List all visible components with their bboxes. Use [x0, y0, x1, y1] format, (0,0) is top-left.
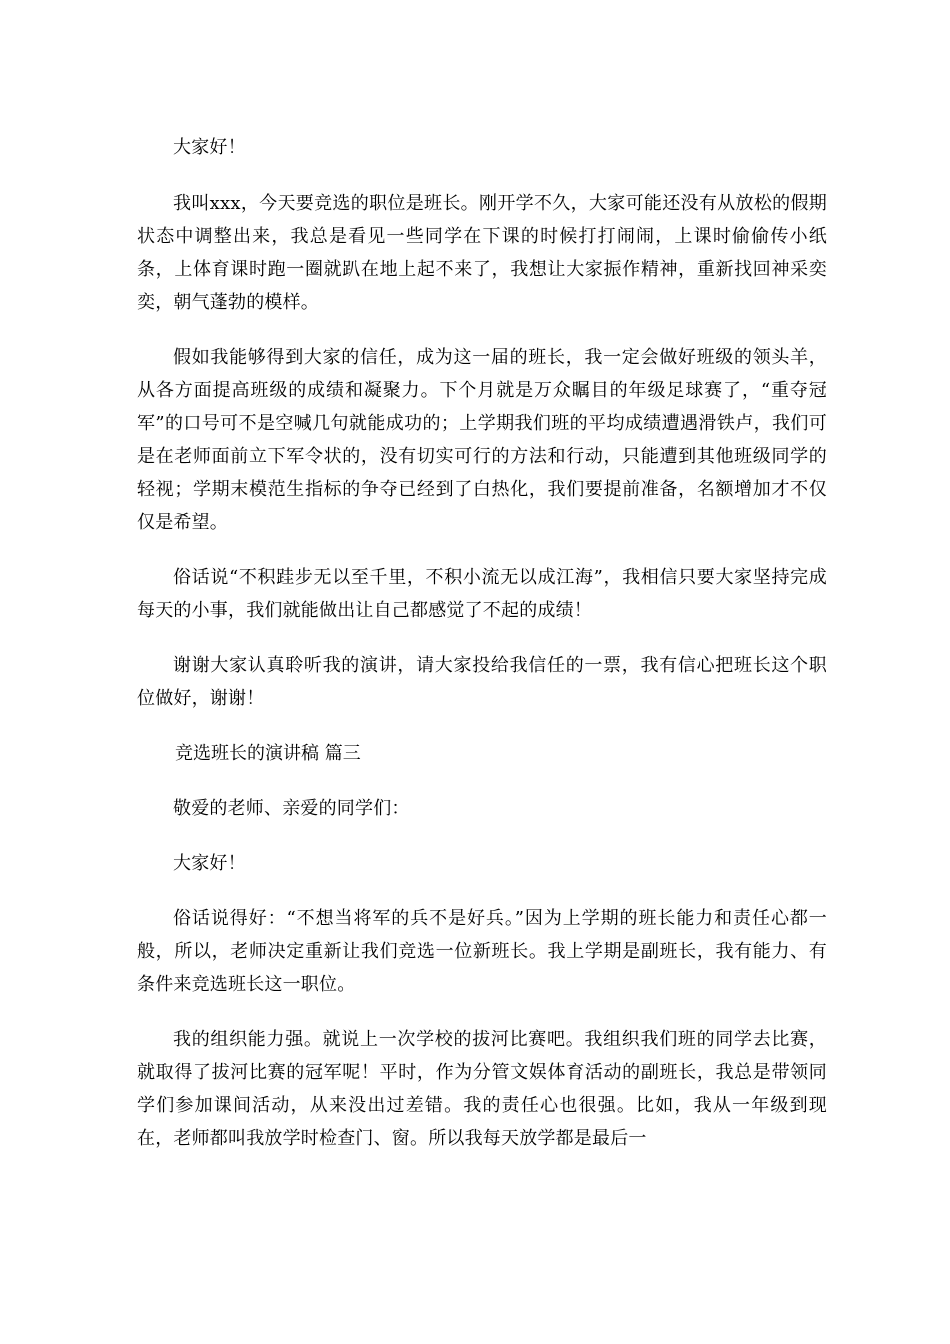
- paragraph-salutation: 敬爱的老师、亲爱的同学们：: [173, 798, 410, 819]
- paragraph-thanks: 谢谢大家认真聆听我的演讲，请大家投给我信任的一票，我有信心把班长这个职位做好，谢谢！: [137, 655, 827, 709]
- paragraph-introduction: 我叫xxx，今天要竞选的职位是班长。刚开学不久，大家可能还没有从放松的假期状态中调整出来，我总是看见一些同学在下课的时候打打闹闹，上课时偷偷传小纸条，上体育课时跑一圈就趴在地上起不来了，我想让大家振作精神，重新找回神采奕奕，朝气蓬勃的模样。: [137, 193, 827, 313]
- paragraph-greeting-2: 大家好！: [173, 853, 246, 874]
- section-heading: 竞选班长的演讲稿 篇三: [175, 743, 361, 764]
- paragraph-promise: 假如我能够得到大家的信任，成为这一届的班长，我一定会做好班级的领头羊，从各方面提高班级的成绩和凝聚力。下个月就是万众瞩目的年级足球赛了，“重夺冠军”的口号可不是空喊几句就能成功的；上学期我们班的平均成绩遭遇滑铁卢，我们可是在老师面前立下军令状的，没有切实可行的方法和行动，只能遭到其他班级同学的轻视；学期末模范生指标的争夺已经到了白热化，我们要提前准备，名额增加才不仅仅是希望。: [137, 347, 827, 533]
- paragraph-proverb: 俗话说“不积跬步无以至千里，不积小流无以成江海”，我相信只要大家坚持完成每天的小事，我们就能做出让自己都感觉了不起的成绩！: [137, 567, 827, 621]
- paragraph-greeting: 大家好！: [173, 137, 246, 158]
- paragraph-organization: 我的组织能力强。就说上一次学校的拔河比赛吧。我组织我们班的同学去比赛，就取得了拔河比赛的冠军呢！平时，作为分管文娱体育活动的副班长，我总是带领同学们参加课间活动，从来没出过差错。我的责任心也很强。比如，我从一年级到现在，老师都叫我放学时检查门、窗。所以我每天放学都是最后一: [137, 1029, 827, 1149]
- paragraph-motivation: 俗话说得好：“不想当将军的兵不是好兵。”因为上学期的班长能力和责任心都一般，所以，老师决定重新让我们竞选一位新班长。我上学期是副班长，我有能力、有条件来竞选班长这一职位。: [137, 908, 827, 995]
